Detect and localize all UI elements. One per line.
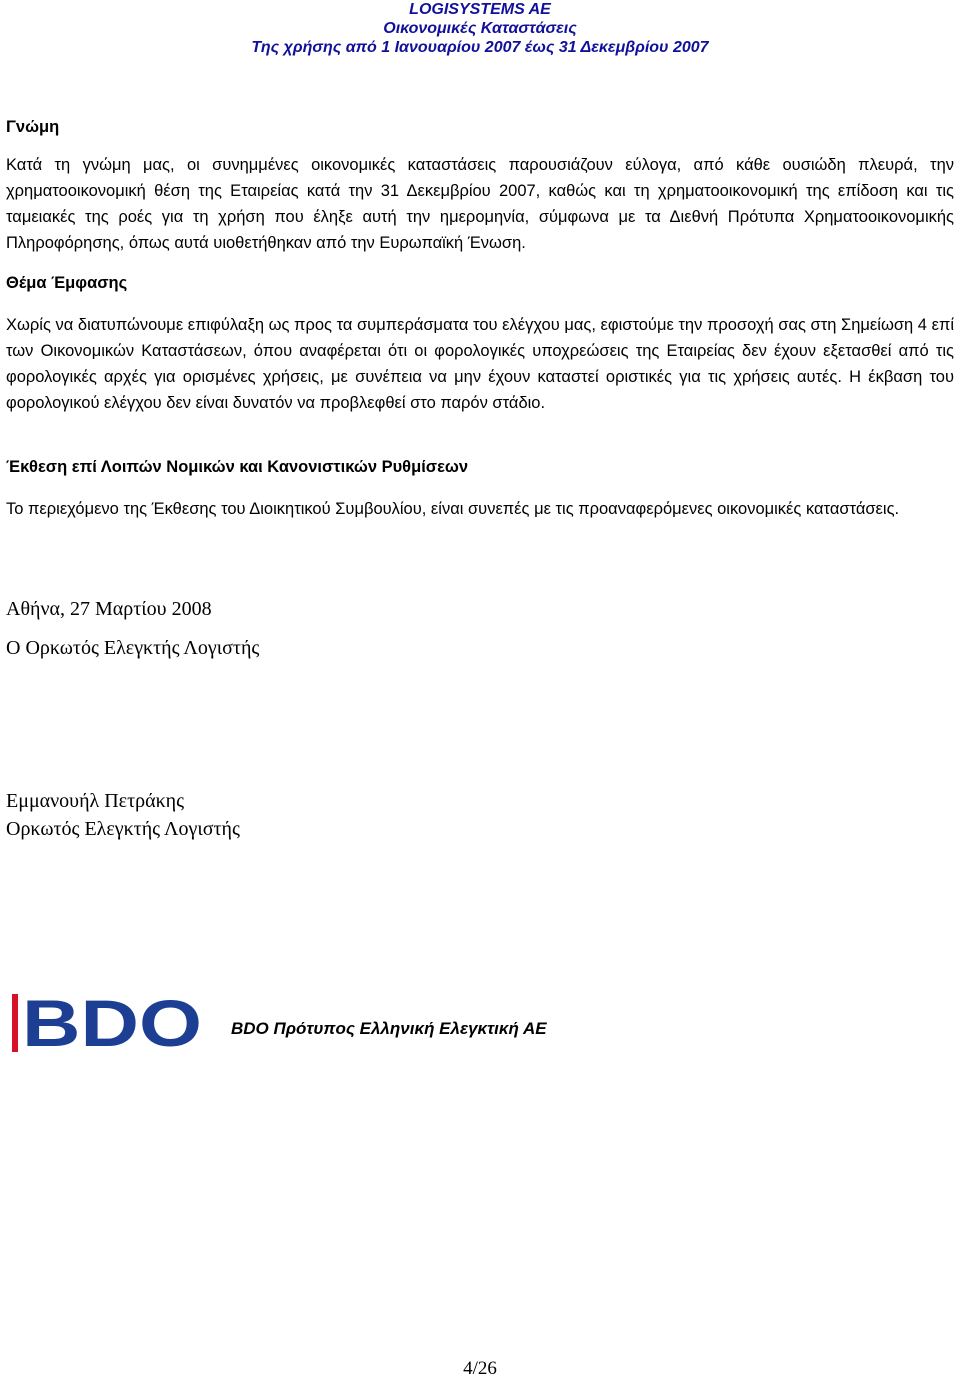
auditor-role-heading: Ο Ορκωτός Ελεγκτής Λογιστής <box>6 637 260 659</box>
legal-heading: Έκθεση επί Λοιπών Νομικών και Κανονιστικών Ρυθμίσεων <box>6 458 469 476</box>
opinion-paragraph: Κατά τη γνώμη μας, οι συνημμένες οικονομικές καταστάσεις παρουσιάζουν εύλογα, από κάθε ουσιώδη πλευρά, την χρηματοοικονομική θέση της Εταιρείας κατά την 31 Δεκεμβρίου 2007, καθώς και τη χρηματοοικονομική της επίδοση και τις ταμειακές της ροές για τη χρήση που έληξε αυτή την ημερομηνία, σύμφωνα με τα Διεθνή Πρότυπα Χρηματοοικονομικής Πληροφόρησης, όπως αυτά υιοθετήθηκαν από την Ευρωπαϊκή Ένωση. <box>6 156 954 252</box>
auditor-title: Ορκωτός Ελεγκτής Λογιστής <box>6 818 240 840</box>
company-name: LOGISYSTEMS AE <box>409 1 551 18</box>
auditor-name: Εμμανουήλ Πετράκης <box>6 790 185 812</box>
page-number: 4/26 <box>463 1358 497 1379</box>
place-date: Αθήνα, 27 Μαρτίου 2008 <box>6 598 212 620</box>
bdo-logo-text: BDO <box>22 990 202 1052</box>
document-subtitle: Οικονομικές Καταστάσεις <box>383 20 577 37</box>
bdo-logo <box>12 990 208 1052</box>
emphasis-heading: Θέμα Έμφασης <box>6 274 128 292</box>
opinion-heading: Γνώμη <box>6 118 60 136</box>
legal-paragraph: Το περιεχόμενο της Έκθεσης του Διοικητικού Συμβουλίου, είναι συνεπές με τις προαναφερόμενες οικονομικές καταστάσεις. <box>6 500 900 518</box>
audit-firm-name: BDO Πρότυπος Ελληνική Ελεγκτική ΑΕ <box>231 1019 547 1038</box>
bdo-logo-accent-bar <box>12 994 18 1052</box>
reporting-period: Της χρήσης από 1 Ιανουαρίου 2007 έως 31 Δεκεμβρίου 2007 <box>251 39 709 56</box>
document-header <box>0 0 960 57</box>
emphasis-paragraph: Χωρίς να διατυπώνουμε επιφύλαξη ως προς τα συμπεράσματα του ελέγχου μας, εφιστούμε την προσοχή σας στη Σημείωση 4 επί των Οικονομικών Καταστάσεων, όπου αναφέρεται ότι οι φορολογικές υποχρεώσεις της Εταιρείας δεν έχουν εξετασθεί από τις φορολογικές αρχές για ορισμένες χρήσεις, με συνέπεια να μην έχουν καταστεί οριστικές για τις χρήσεις αυτές. Η έκβαση του φορολογικού ελέγχου δεν είναι δυνατόν να προβλεφθεί στο παρόν στάδιο. <box>6 316 954 412</box>
